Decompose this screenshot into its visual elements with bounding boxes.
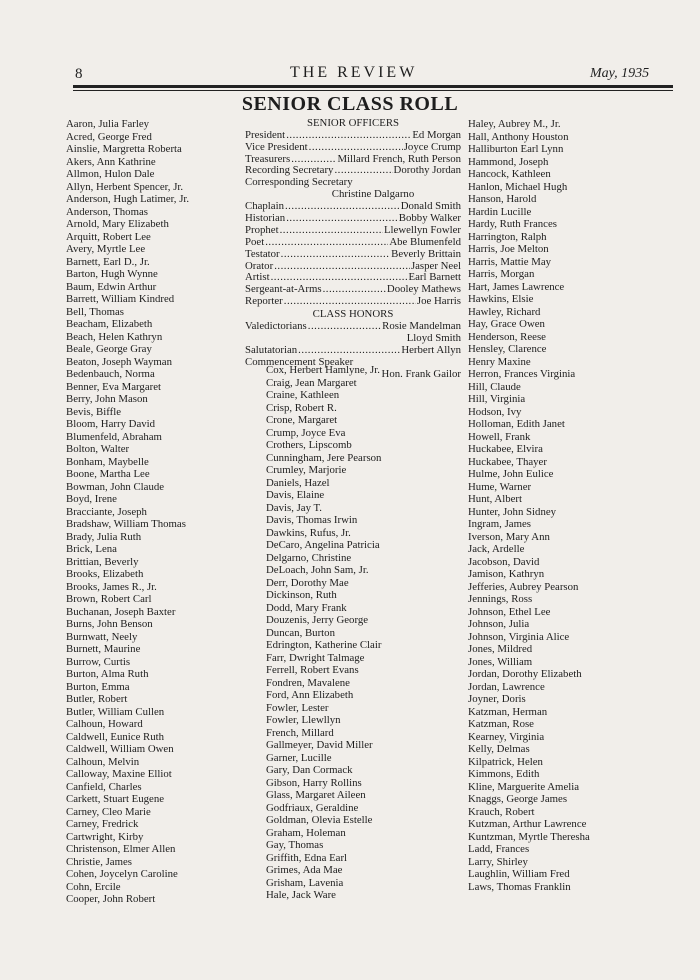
student-name: Grimes, Ada Mae (266, 864, 343, 876)
student-name: Krauch, Robert (468, 805, 535, 818)
student-name: Gallmeyer, David Miller (266, 739, 373, 751)
corresponding-label: Corresponding Secretary (245, 176, 353, 189)
page-title: SENIOR CLASS ROLL (241, 93, 459, 115)
student-name: French, Millard (266, 726, 334, 739)
student-name: Glass, Margaret Aileen (266, 789, 366, 801)
student-name: Berry, John Mason (66, 393, 148, 405)
officer-row (245, 237, 461, 249)
student-name: Burton, Emma (66, 680, 130, 693)
officer-name: Abe Blumenfeld (389, 236, 461, 248)
student-name: Godfriaux, Geraldine (266, 801, 359, 814)
student-name: Kilpatrick, Helen (468, 755, 543, 768)
leader-dots (298, 345, 400, 357)
student-name: Burton, Alma Ruth (66, 668, 149, 680)
student-name: Gary, Dan Cormack (266, 764, 353, 776)
student-name: Jacobson, David (468, 555, 540, 568)
student-name: Jack, Ardelle (468, 543, 525, 555)
student-name: Burnett, Maurine (66, 643, 141, 655)
salutatorian-row (245, 345, 461, 357)
student-name: Kimmons, Edith (468, 768, 540, 780)
student-name: Johnson, Virginia Alice (468, 630, 570, 643)
student-name: Craig, Jean Margaret (266, 376, 357, 389)
leader-dots (281, 249, 391, 261)
student-name: Herron, Frances Virginia (468, 368, 576, 380)
student-name: Fowler, Lester (266, 701, 329, 714)
student-name: Holloman, Edith Janet (468, 418, 565, 430)
student-name: Cooper, John Robert (66, 893, 156, 905)
student-name: Hall, Anthony Houston (468, 130, 569, 143)
student-name: Douzenis, Jerry George (266, 614, 369, 626)
student-name: Dawkins, Rufus, Jr. (266, 526, 351, 539)
student-name: Hay, Grace Owen (468, 318, 545, 330)
student-name: Barrett, William Kindred (66, 293, 175, 305)
leader-dots (323, 284, 386, 296)
student-name: Iverson, Mary Ann (468, 530, 550, 543)
student-name: Arquitt, Robert Lee (66, 230, 151, 243)
student-name: Benner, Eva Margaret (66, 380, 161, 393)
student-name: Bolton, Walter (66, 443, 130, 455)
student-name: Brick, Lena (66, 543, 117, 555)
student-name: Jones, Mildred (468, 643, 533, 655)
officer-row (245, 130, 461, 142)
student-name: Bradshaw, William Thomas (66, 518, 186, 530)
commencement-label: Commencement Speaker (245, 355, 354, 368)
leader-dots (291, 154, 336, 166)
student-name: Hunt, Albert (468, 493, 522, 505)
leader-dots (286, 213, 398, 225)
leader-dots (285, 201, 400, 213)
student-name: Brooks, James R., Jr. (66, 580, 157, 593)
student-name: Johnson, Ethel Lee (468, 605, 551, 618)
officer-row (245, 296, 461, 308)
header-rule-thin (73, 90, 673, 91)
student-name: Goldman, Olevia Estelle (266, 814, 373, 826)
student-name: Cohen, Joycelyn Caroline (66, 868, 178, 880)
student-name: Delgarno, Christine (266, 551, 352, 564)
student-name: DeLoach, John Sam, Jr. (266, 564, 369, 576)
student-name: Hanlon, Michael Hugh (468, 180, 568, 193)
student-name: Cunningham, Jere Pearson (266, 451, 382, 464)
student-name: Henry Maxine (468, 355, 531, 368)
page-number: 8 (75, 66, 83, 82)
valedictorian-2: Lloyd Smith (406, 331, 461, 344)
student-name: Grisham, Lavenia (266, 876, 344, 889)
office-title: President (245, 129, 286, 141)
student-name: Huckabee, Thayer (468, 455, 547, 468)
student-name: Hardin Lucille (468, 205, 532, 218)
student-name: Cartwright, Kirby (66, 830, 144, 843)
student-name: Hammond, Joseph (468, 155, 549, 168)
student-name: Barton, Hugh Wynne (66, 268, 158, 280)
office-title: Historian (245, 213, 286, 225)
student-name: Dickinson, Ruth (266, 589, 337, 601)
student-name: Katzman, Herman (468, 705, 548, 718)
student-name: Butler, Robert (66, 693, 128, 705)
student-name: Crisp, Robert R. (266, 401, 337, 414)
officer-list (245, 130, 461, 178)
student-name: Bevis, Biffle (66, 405, 121, 418)
student-name: Akers, Ann Kathrine (66, 155, 156, 168)
salutatorian-label: Salutatorian (245, 344, 298, 356)
student-name: Laughlin, William Fred (468, 868, 570, 880)
student-name: Hawkins, Elsie (468, 293, 534, 305)
student-name: Kearney, Virginia (468, 730, 545, 743)
office-title: Artist (245, 272, 270, 284)
student-name: Burnwatt, Neely (66, 630, 138, 643)
officers-heading: SENIOR OFFICERS (306, 117, 400, 129)
student-name: Brittian, Beverly (66, 555, 139, 568)
student-name: Hensley, Clarence (468, 343, 547, 355)
student-name: Garner, Lucille (266, 751, 332, 764)
header-rule-thick (73, 85, 673, 88)
student-name: Brady, Julia Ruth (66, 530, 142, 543)
student-name: Caldwell, William Owen (66, 743, 174, 755)
officers-block (245, 117, 461, 380)
student-name: Fondren, Mavalene (266, 676, 350, 689)
student-name: Haley, Aubrey M., Jr. (468, 118, 561, 130)
student-name: Acred, George Fred (66, 130, 152, 143)
student-name: Duncan, Burton (266, 626, 335, 639)
student-name: Bloom, Harry David (66, 418, 156, 430)
student-name: Larry, Shirley (468, 855, 528, 868)
student-name: Joyner, Doris (468, 693, 526, 705)
student-name: Burrow, Curtis (66, 655, 131, 668)
leader-dots (284, 296, 416, 308)
student-name: Ford, Ann Elizabeth (266, 689, 354, 701)
student-name: Calhoun, Howard (66, 718, 143, 730)
student-name: Anderson, Thomas (66, 205, 148, 218)
officer-name: Dorothy Jordan (393, 165, 461, 177)
officer-row (245, 201, 461, 213)
student-name: Gibson, Harry Rollins (266, 776, 362, 789)
student-name: Crump, Joyce Eva (266, 426, 346, 439)
student-name: Kuntzman, Myrtle Theresha (468, 830, 590, 843)
student-name: Avery, Myrtle Lee (66, 243, 146, 255)
student-name: Hodson, Ivy (468, 405, 522, 418)
student-name: Kelly, Delmas (468, 743, 530, 755)
student-name: Ingram, James (468, 518, 531, 530)
commencement-speaker: Hon. Frank Gailor (381, 367, 461, 380)
student-name: Calloway, Maxine Elliot (66, 768, 172, 780)
student-name: Beacham, Elizabeth (66, 318, 153, 330)
student-name: Howell, Frank (468, 430, 531, 443)
student-name: Davis, Elaine (266, 489, 325, 501)
student-name: Jennings, Ross (468, 593, 533, 605)
student-name: Hawley, Richard (468, 305, 541, 318)
office-title: Orator (245, 260, 274, 272)
student-name: Caldwell, Eunice Ruth (66, 730, 165, 743)
student-name: Jefferies, Aubrey Pearson (468, 580, 579, 593)
student-name: Davis, Jay T. (266, 501, 322, 514)
student-name: Hart, James Lawrence (468, 280, 565, 293)
student-name: Harris, Joe Melton (468, 243, 549, 255)
officer-list-2 (245, 201, 461, 308)
journal-name: THE REVIEW (290, 64, 418, 81)
officer-name: Bobby Walker (398, 213, 461, 225)
name-column-2 (266, 364, 381, 902)
leader-dots (280, 225, 383, 237)
student-name: Hill, Claude (468, 380, 521, 393)
valedictorian-1: Rosie Mandelman (382, 320, 461, 332)
student-name: Ainslie, Margretta Roberta (66, 143, 182, 155)
name-column-1 (66, 118, 189, 906)
officer-row (245, 261, 461, 273)
student-name: Edrington, Katherine Clair (266, 639, 382, 651)
student-name: Craine, Kathleen (266, 389, 340, 401)
student-name: Fowler, Llewllyn (266, 714, 341, 726)
officer-name: Beverly Brittain (391, 248, 461, 260)
student-name: Canfield, Charles (66, 780, 142, 793)
student-name: Kline, Marguerite Amelia (468, 780, 580, 793)
office-title: Chaplain (245, 201, 284, 213)
officer-name: Llewellyn Fowler (383, 224, 461, 236)
student-name: Aaron, Julia Farley (66, 118, 150, 130)
student-name: Burns, John Benson (66, 618, 153, 630)
leader-dots (265, 237, 388, 249)
student-name: Hancock, Kathleen (468, 168, 551, 180)
student-name: Beaton, Joseph Wayman (66, 355, 172, 368)
leader-dots (286, 130, 411, 142)
student-name: Huckabee, Elvira (468, 443, 543, 455)
student-name: Graham, Holeman (266, 826, 346, 839)
student-name: Baum, Edwin Arthur (66, 280, 157, 293)
student-name: Beale, George Gray (66, 343, 152, 355)
student-name: Jones, William (468, 655, 533, 668)
student-name: DeCaro, Angelina Patricia (266, 539, 380, 551)
student-name: Bell, Thomas (66, 305, 124, 318)
leader-dots (308, 321, 381, 333)
issue-date: May, 1935 (590, 66, 650, 81)
student-name: Henderson, Reese (468, 330, 546, 343)
student-name: Farr, Dwright Talmage (266, 651, 365, 664)
student-name: Carkett, Stuart Eugene (66, 793, 165, 805)
officer-name: Ed Morgan (412, 129, 461, 141)
student-name: Boone, Martha Lee (66, 468, 150, 480)
office-title: Sergeant-at-Arms (245, 284, 322, 296)
student-name: Jordan, Lawrence (468, 680, 545, 693)
office-title: Testator (245, 248, 280, 260)
salutatorian-name: Herbert Allyn (401, 344, 461, 356)
student-name: Carney, Fredrick (66, 818, 139, 830)
student-name: Butler, William Cullen (66, 705, 165, 718)
officer-row (245, 249, 461, 261)
office-title: Treasurers (245, 153, 291, 165)
officer-name: Millard French, Ruth Person (337, 153, 461, 165)
student-name: Hunter, John Sidney (468, 505, 557, 518)
officer-name: Dooley Mathews (386, 284, 461, 296)
student-name: Calhoun, Melvin (66, 755, 140, 768)
leader-dots (274, 261, 410, 273)
student-name: Bracciante, Joseph (66, 505, 147, 518)
officer-row (245, 154, 461, 166)
corresponding-name: Christine Dalgarno (331, 188, 415, 201)
student-name: Harris, Mattie May (468, 255, 552, 268)
student-name: Hulme, John Eulice (468, 468, 554, 480)
officer-name: Joe Harris (416, 296, 461, 308)
student-name: Beach, Helen Kathryn (66, 330, 163, 343)
honors-heading: CLASS HONORS (312, 308, 394, 321)
student-name: Boyd, Irene (66, 493, 117, 505)
student-name: Blumenfeld, Abraham (66, 430, 162, 443)
student-name: Bonham, Maybelle (66, 455, 149, 468)
student-name: Knaggs, George James (468, 793, 568, 805)
student-name: Jamison, Kathryn (468, 568, 545, 580)
officer-name: Joyce Crump (403, 141, 461, 153)
student-name: Brown, Robert Carl (66, 593, 152, 605)
student-name: Cox, Herbert Hamlyne, Jr. (266, 364, 380, 376)
leader-dots (271, 272, 408, 284)
student-name: Christie, James (66, 855, 132, 868)
student-name: Crumley, Marjorie (266, 464, 347, 476)
officer-row (245, 213, 461, 225)
student-name: Bowman, John Claude (66, 480, 165, 493)
student-name: Anderson, Hugh Latimer, Jr. (66, 193, 190, 205)
student-name: Hume, Warner (468, 480, 532, 493)
student-name: Buchanan, Joseph Baxter (66, 605, 176, 618)
student-name: Allmon, Hulon Dale (66, 168, 155, 180)
student-name: Johnson, Julia (468, 618, 530, 630)
student-name: Harrington, Ralph (468, 230, 547, 243)
officer-row (245, 272, 461, 284)
student-name: Gay, Thomas (266, 839, 324, 851)
officer-row (245, 142, 461, 154)
student-name: Laws, Thomas Franklin (468, 880, 571, 893)
student-name: Kutzman, Arthur Lawrence (468, 818, 587, 830)
officer-name: Donald Smith (400, 201, 461, 213)
student-name: Bedenbauch, Norma (66, 368, 155, 380)
student-name: Halliburton Earl Lynn (468, 143, 564, 155)
student-name: Hill, Virginia (468, 393, 526, 405)
student-name: Jordan, Dorothy Elizabeth (468, 668, 582, 680)
office-title: Reporter (245, 296, 283, 308)
student-name: Allyn, Herbent Spencer, Jr. (66, 180, 184, 193)
office-title: Poet (245, 236, 265, 248)
student-name: Daniels, Hazel (266, 476, 330, 489)
student-name: Barnett, Earl D., Jr. (66, 255, 150, 268)
student-name: Hardy, Ruth Frances (468, 218, 557, 230)
name-column-3 (468, 118, 590, 893)
officer-name: Earl Barnett (408, 272, 461, 284)
office-title: Prophet (245, 224, 279, 236)
student-name: Davis, Thomas Irwin (266, 514, 358, 526)
valedictorians-label: Valedictorians (245, 320, 307, 332)
student-name: Ladd, Frances (468, 843, 530, 855)
officer-row (245, 284, 461, 296)
student-name: Hale, Jack Ware (266, 889, 336, 901)
leader-dots (309, 142, 403, 154)
student-name: Christenson, Elmer Allen (66, 843, 176, 855)
office-title: Vice President (245, 141, 308, 153)
student-name: Ferrell, Robert Evans (266, 664, 359, 676)
student-name: Crone, Margaret (266, 414, 338, 426)
officer-name: Jasper Neel (410, 260, 461, 272)
student-name: Harris, Morgan (468, 268, 535, 280)
office-title: Recording Secretary (245, 165, 334, 177)
student-name: Brooks, Elizabeth (66, 568, 144, 580)
student-name: Derr, Dorothy Mae (266, 576, 349, 589)
student-name: Dodd, Mary Frank (266, 601, 347, 614)
student-name: Crothers, Lipscomb (266, 439, 352, 451)
student-name: Hanson, Harold (468, 193, 537, 205)
student-name: Cohn, Ercile (66, 880, 121, 893)
officer-row (245, 225, 461, 237)
student-name: Katzman, Rose (468, 718, 534, 730)
student-name: Griffith, Edna Earl (266, 851, 348, 864)
student-name: Carney, Cleo Marie (66, 805, 151, 818)
student-name: Arnold, Mary Elizabeth (66, 218, 169, 230)
